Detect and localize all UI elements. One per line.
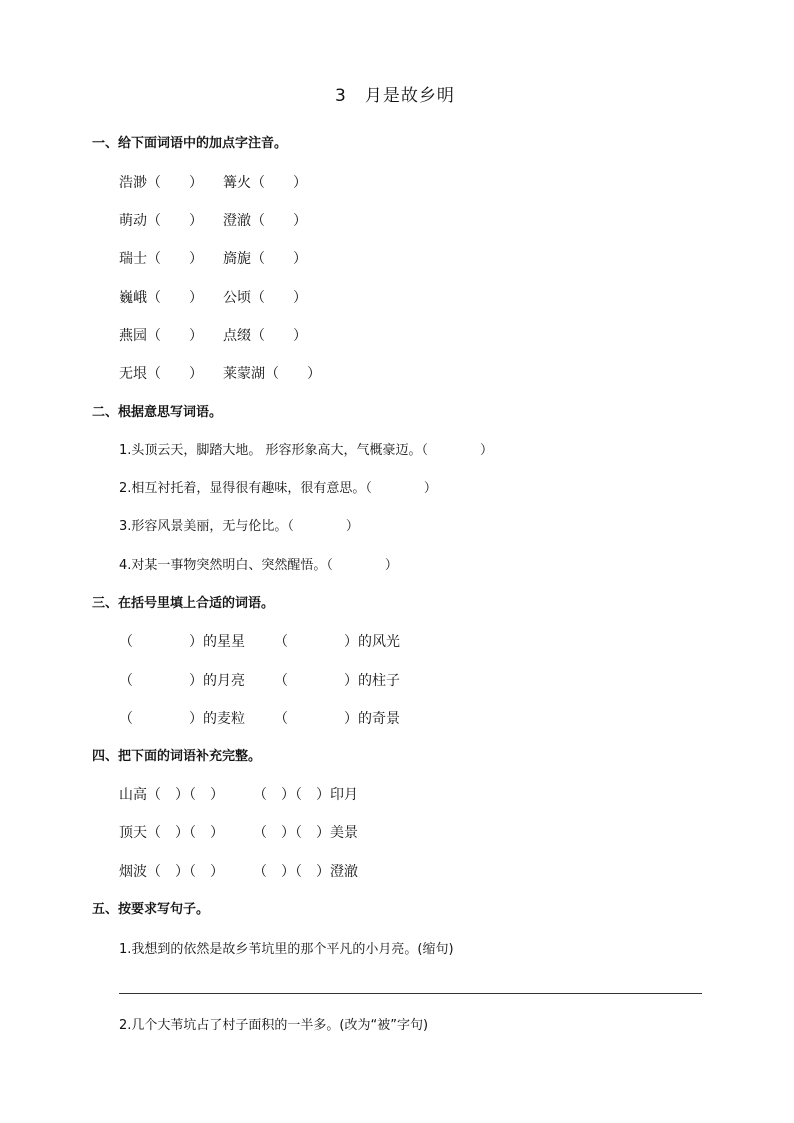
s2-question: 3.形容风景美丽，无与伦比。（ ） xyxy=(119,519,359,534)
s4-item: （ ）（ ）印月 xyxy=(253,787,358,803)
s2-question: 2.相互衬托着，显得很有趣味，很有意思。（ ） xyxy=(119,481,437,496)
s1-item: 萌动（ ） xyxy=(119,213,203,229)
page-title: 3 月是故乡明 xyxy=(335,86,455,106)
s1-item: 浩渺（ ） xyxy=(119,175,203,191)
s4-item: （ ）（ ）澄澈 xyxy=(253,864,358,880)
s1-item: 瑞士（ ） xyxy=(119,251,203,267)
s3-item: （ ）的风光 xyxy=(274,634,400,650)
s3-item: （ ）的月亮 xyxy=(119,673,245,689)
s1-item: 公顷（ ） xyxy=(223,290,307,306)
section-2-heading: 二、根据意思写词语。 xyxy=(92,405,223,420)
answer-line xyxy=(119,993,702,994)
s3-item: （ ）的奇景 xyxy=(274,711,400,727)
s4-item: 山高（ ）（ ） xyxy=(119,787,224,803)
s5-question: 1.我想到的依然是故乡苇坑里的那个平凡的小月亮。(缩句) xyxy=(119,942,454,957)
s1-item: 莱蒙湖（ ） xyxy=(223,366,321,382)
section-1-heading: 一、给下面词语中的加点字注音。 xyxy=(92,136,288,151)
s4-item: 烟波（ ）（ ） xyxy=(119,864,224,880)
s2-question: 1.头顶云天，脚踏大地。 形容形象高大，气概豪迈。（ ） xyxy=(119,443,494,458)
s3-item: （ ）的柱子 xyxy=(274,673,400,689)
s3-item: （ ）的麦粒 xyxy=(119,711,245,727)
s5-question: 2.几个大苇坑占了村子面积的一半多。(改为“被”字句) xyxy=(119,1018,429,1033)
s3-item: （ ）的星星 xyxy=(119,634,245,650)
s1-item: 篝火（ ） xyxy=(223,175,307,191)
section-5-heading: 五、按要求写句子。 xyxy=(92,902,210,917)
s4-item: 顶天（ ）（ ） xyxy=(119,825,224,841)
s1-item: 点缀（ ） xyxy=(223,328,307,344)
s1-item: 无垠（ ） xyxy=(119,366,203,382)
s2-question: 4.对某一事物突然明白、突然醒悟。（ ） xyxy=(119,558,398,573)
section-3-heading: 三、在括号里填上合适的词语。 xyxy=(92,596,275,611)
section-4-heading: 四、把下面的词语补充完整。 xyxy=(92,749,262,764)
s1-item: 澄澈（ ） xyxy=(223,213,307,229)
s1-item: 燕园（ ） xyxy=(119,328,203,344)
s4-item: （ ）（ ）美景 xyxy=(253,825,358,841)
s1-item: 巍峨（ ） xyxy=(119,290,203,306)
s1-item: 旖旎（ ） xyxy=(223,251,307,267)
